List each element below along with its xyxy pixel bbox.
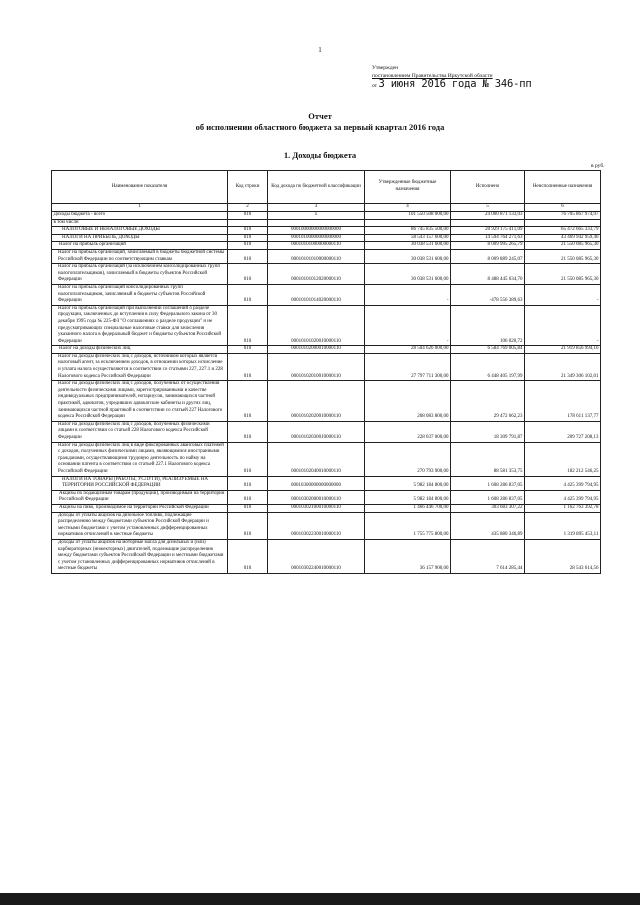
title-line-1: Отчет <box>308 111 332 121</box>
cell-kd: 00010102010010000110 <box>268 353 365 380</box>
cell-code: 010 <box>228 539 268 573</box>
cell-rest: - <box>525 305 601 346</box>
cell-kd: 00010100000000000000 <box>268 234 365 242</box>
cell-kd: 00010300000000000000 <box>268 476 365 490</box>
cell-name: Налог на доходы физических лиц с доходов, полученных физическими лицами в соответствии со статьей 228 Налогового кодекса Российской Федерации <box>52 421 228 442</box>
cell-rest: 4 425 399 794,95 <box>525 490 601 504</box>
cell-plan: 270 793 900,00 <box>365 442 451 476</box>
handwritten-date: 3 июня 2016 года № 346-пп <box>378 78 532 90</box>
table-row <box>52 476 601 490</box>
table-row <box>52 212 601 220</box>
cell-rest: 21 550 085 965,30 <box>525 264 601 285</box>
cell-code: 010 <box>228 381 268 422</box>
cell-plan: 27 797 711 300,00 <box>365 353 451 380</box>
cell-rest: 4 425 399 794,95 <box>525 476 601 490</box>
cell-plan: 36 157 900,00 <box>365 539 451 573</box>
cell-code: 010 <box>228 504 268 512</box>
cell-done: 7 614 285,44 <box>451 539 525 573</box>
cell-done: 29 472 662,23 <box>451 381 525 422</box>
table-row <box>52 242 601 250</box>
cell-done: 18 309 791,87 <box>451 421 525 442</box>
cell-done: 6 584 769 005,84 <box>451 346 525 354</box>
cell-code: 010 <box>228 234 268 242</box>
decree-line: постановлением Правительства Иркутской области <box>372 73 493 79</box>
table-row <box>52 227 601 235</box>
cell-code: 010 <box>228 512 268 539</box>
cell-plan: 86 745 835 500,00 <box>365 227 451 235</box>
cell-rest: 21 919 856 994,16 <box>525 346 601 354</box>
header-cell: Утвержденные бюджетные назначения <box>365 171 451 204</box>
cell-plan: - <box>365 305 451 346</box>
cell-name: Налог на доходы физических лиц <box>52 346 228 354</box>
cell-name: Налог на доходы физических лиц с доходов, полученных от осуществления деятельности физическими лицами, зарегистрированными в качестве индивидуальных предпринимателей, нотариусов, занимающихся частной практикой, адвокатов, учредивших адвокатские кабинеты и других лиц, занимающихся частной практикой в соответствии со статьей 227 Налогового кодекса Российской Федерации <box>52 381 228 422</box>
column-number: 2 <box>228 204 268 212</box>
cell-kd: 00010101012020000110 <box>268 264 365 285</box>
cell-name: Налог на доходы физических лиц с доходов, источником которых является налоговый агент, за исключением доходов, в отношении которых исчисление и уплата налога осуществляются в соответствии со статьями 227, 227.1 и 228 Налогового кодекса Российской Федерации <box>52 353 228 380</box>
cell-kd: 00010102000010000110 <box>268 346 365 354</box>
cell-done: 8 009 995 265,79 <box>451 242 525 250</box>
table-row <box>52 504 601 512</box>
table-row <box>52 539 601 573</box>
table-row <box>52 512 601 539</box>
column-number: 5 <box>451 204 525 212</box>
cell-plan: 1 466 446 700,00 <box>365 504 451 512</box>
cell-done: 8 488 445 634,70 <box>451 264 525 285</box>
cell-plan: 58 543 157 600,00 <box>365 234 451 242</box>
cell-name: Акцизы по подакцизным товарам (продукции), производимым на территории Российской Федерации <box>52 490 228 504</box>
table-row <box>52 234 601 242</box>
cell-rest: - <box>525 284 601 305</box>
cell-rest: 178 611 137,77 <box>525 381 601 422</box>
header-cell: Исполнено <box>451 171 525 204</box>
cell-rest: 65 472 665 333,79 <box>525 227 601 235</box>
table-row <box>52 346 601 354</box>
cell-done: 1 608 286 837,05 <box>451 490 525 504</box>
cell-code: 010 <box>228 305 268 346</box>
cell-name: Налог на прибыль организаций, зачисляемый в бюджеты бюджетной системы Российской Федерации по соответствующим ставкам <box>52 249 228 263</box>
cell-code: 010 <box>228 421 268 442</box>
section-title: 1. Доходы бюджета <box>283 150 357 160</box>
table-row <box>52 219 601 227</box>
cell-done: -478 556 389,63 <box>451 284 525 305</box>
cell-kd: 00010302240010000110 <box>268 539 365 573</box>
cell-rest: 21 349 306 102,01 <box>525 353 601 380</box>
cell-rest <box>525 219 601 227</box>
cell-kd <box>268 219 365 227</box>
cell-kd: 00010101010000000110 <box>268 249 365 263</box>
cell-plan: 208 083 800,00 <box>365 381 451 422</box>
cell-plan: 1 755 775 800,00 <box>365 512 451 539</box>
table-row <box>52 284 601 305</box>
cell-done: 6 448 405 197,99 <box>451 353 525 380</box>
cell-code: 010 <box>228 476 268 490</box>
cell-plan: 28 504 626 000,00 <box>365 346 451 354</box>
cell-name: Налог на прибыль организаций (за исключением консолидированных групп налогоплательщиков), зачисляемый в бюджеты субъектов Российской Федерации <box>52 264 228 285</box>
cell-kd: x <box>268 212 365 220</box>
cell-code: 010 <box>228 490 268 504</box>
cell-rest: 28 543 614,56 <box>525 539 601 573</box>
cell-name: Доходы от уплаты акцизов на дизельное топливо, подлежащие распределению между бюджетами субъектов Российской Федерации и местными бюджетами с учетом установленных дифференцированных нормативов отчислений в местные бюджеты <box>52 512 228 539</box>
cell-code: 010 <box>228 353 268 380</box>
cell-name: НАЛОГОВЫЕ И НЕНАЛОГОВЫЕ ДОХОДЫ <box>52 227 228 235</box>
cell-done <box>451 219 525 227</box>
cell-plan: 30 038 531 600,00 <box>365 264 451 285</box>
cell-code: 010 <box>228 212 268 220</box>
cell-done: 303 683 307,22 <box>451 504 525 512</box>
cell-rest: 209 727 208,13 <box>525 421 601 442</box>
report-title <box>0 111 640 133</box>
table-row <box>52 305 601 346</box>
header-cell: Код дохода по бюджетной классификации <box>268 171 365 204</box>
column-number: 3 <box>268 204 365 212</box>
cell-name: в том числе: <box>52 219 228 227</box>
column-number: 6 <box>525 204 601 212</box>
page-number: 1 <box>318 46 322 54</box>
cell-name: Налог на прибыль организаций <box>52 242 228 250</box>
cell-plan: 5 982 184 800,00 <box>365 490 451 504</box>
cell-plan: 101 550 508 000,00 <box>365 212 451 220</box>
table-row <box>52 353 601 380</box>
cell-name: Акцизы на пиво, производимое на территории Российской Федерации <box>52 504 228 512</box>
cell-done: 1 608 286 837,05 <box>451 476 525 490</box>
table-row <box>52 381 601 422</box>
cell-kd: 00010302230010000110 <box>268 512 365 539</box>
column-number: 4 <box>365 204 451 212</box>
cell-kd: 00010101014020000110 <box>268 284 365 305</box>
cell-plan: 30 038 531 600,00 <box>365 242 451 250</box>
cell-kd: 00010101020010000110 <box>268 305 365 346</box>
table-row <box>52 264 601 285</box>
table-row <box>52 490 601 504</box>
cell-code <box>228 219 268 227</box>
cell-name: НАЛОГИ НА ПРИБЫЛЬ, ДОХОДЫ <box>52 234 228 242</box>
cell-code: 010 <box>228 346 268 354</box>
cell-plan: - <box>365 284 451 305</box>
scan-edge <box>0 893 640 905</box>
cell-rest: 182 212 546,25 <box>525 442 601 476</box>
cell-code: 010 <box>228 249 268 263</box>
cell-code: 010 <box>228 242 268 250</box>
cell-name: НАЛОГИ НА ТОВАРЫ (РАБОТЫ, УСЛУГИ), РЕАЛИЗУЕМЫЕ НА ТЕРРИТОРИИ РОССИЙСКОЙ ФЕДЕРАЦИИ <box>52 476 228 490</box>
cell-done: 14 594 764 271,63 <box>451 234 525 242</box>
cell-kd: 00010302100010000110 <box>268 504 365 512</box>
table-row <box>52 249 601 263</box>
cell-name: Налог на доходы физических лиц в виде фиксированных авансовых платежей с доходов, полученных физическими лицами, являющимися иностранными гражданами, осуществляющими трудовую деятельность по найму на основании патента в соответствии со статьей 227.1 Налогового кодекса Российской Федерации <box>52 442 228 476</box>
cell-done: 88 581 353,75 <box>451 442 525 476</box>
cell-rest: 21 550 085 965,30 <box>525 242 601 250</box>
cell-done: 435 880 346,89 <box>451 512 525 539</box>
cell-rest: 1 319 895 453,11 <box>525 512 601 539</box>
cell-name: Налог на прибыль организаций консолидированных групп налогоплательщиков, зачисляемый в бюджеты субъектов Российской Федерации <box>52 284 228 305</box>
column-number-row <box>52 204 601 212</box>
cell-rest: 21 550 085 965,30 <box>525 249 601 263</box>
title-line-2: об исполнении областного бюджета за первый квартал 2016 года <box>195 122 445 132</box>
income-table <box>51 170 601 574</box>
cell-code: 010 <box>228 227 268 235</box>
cell-kd: 00010102030010000110 <box>268 421 365 442</box>
column-number: 1 <box>52 204 228 212</box>
cell-plan: 5 982 184 800,00 <box>365 476 451 490</box>
header-cell: Наименование показателя <box>52 171 228 204</box>
date-prefix: от <box>372 83 378 89</box>
cell-plan: 30 038 531 600,00 <box>365 249 451 263</box>
header-cell: Неисполненные назначения <box>525 171 601 204</box>
cell-code: 010 <box>228 264 268 285</box>
cell-name: Налог на прибыль организаций при выполнении соглашений о разделе продукции, заключенных до вступления в силу Федерального закона от 30 декабря 1995 года № 225-ФЗ "О соглашениях о разделе продукции" и не предусматривающих специальные налоговые ставки для зачисления указанного налога в федеральный бюджет и бюджеты субъектов Российской Федерации <box>52 305 228 346</box>
cell-rest: 76 705 867 974,97 <box>525 212 601 220</box>
cell-plan: 228 037 000,00 <box>365 421 451 442</box>
cell-kd: 00010102020010000110 <box>268 381 365 422</box>
table-row <box>52 421 601 442</box>
cell-rest: 43 469 942 959,46 <box>525 234 601 242</box>
cell-done: 8 009 889 245,07 <box>451 249 525 263</box>
cell-name: Доходы от уплаты акцизов на моторные масла для дизельных и (или) карбюраторных (инжекторных) двигателей, подлежащие распределению между бюджетами субъектов Российской Федерации и местными бюджетами с учетом установленных дифференцированных нормативов отчислений в местные бюджеты <box>52 539 228 573</box>
cell-name: Доходы бюджета - всего <box>52 212 228 220</box>
cell-kd: 00010000000000000000 <box>268 227 365 235</box>
cell-done: 106 020,72 <box>451 305 525 346</box>
cell-kd: 00010102040010000110 <box>268 442 365 476</box>
decree-date <box>372 80 532 90</box>
unit-label: в руб. <box>591 163 605 169</box>
approval-stamp <box>372 64 532 90</box>
approved-label: Утвержден <box>372 65 399 71</box>
cell-kd: 00010302000010000110 <box>268 490 365 504</box>
cell-kd: 00010101000000000110 <box>268 242 365 250</box>
cell-done: 24 000 871 133,03 <box>451 212 525 220</box>
table-header-row <box>52 171 601 204</box>
cell-plan <box>365 219 451 227</box>
cell-rest: 1 162 763 392,78 <box>525 504 601 512</box>
table-row <box>52 442 601 476</box>
header-cell: Код строки <box>228 171 268 204</box>
cell-code: 010 <box>228 284 268 305</box>
cell-done: 20 929 175 411,09 <box>451 227 525 235</box>
cell-code: 010 <box>228 442 268 476</box>
